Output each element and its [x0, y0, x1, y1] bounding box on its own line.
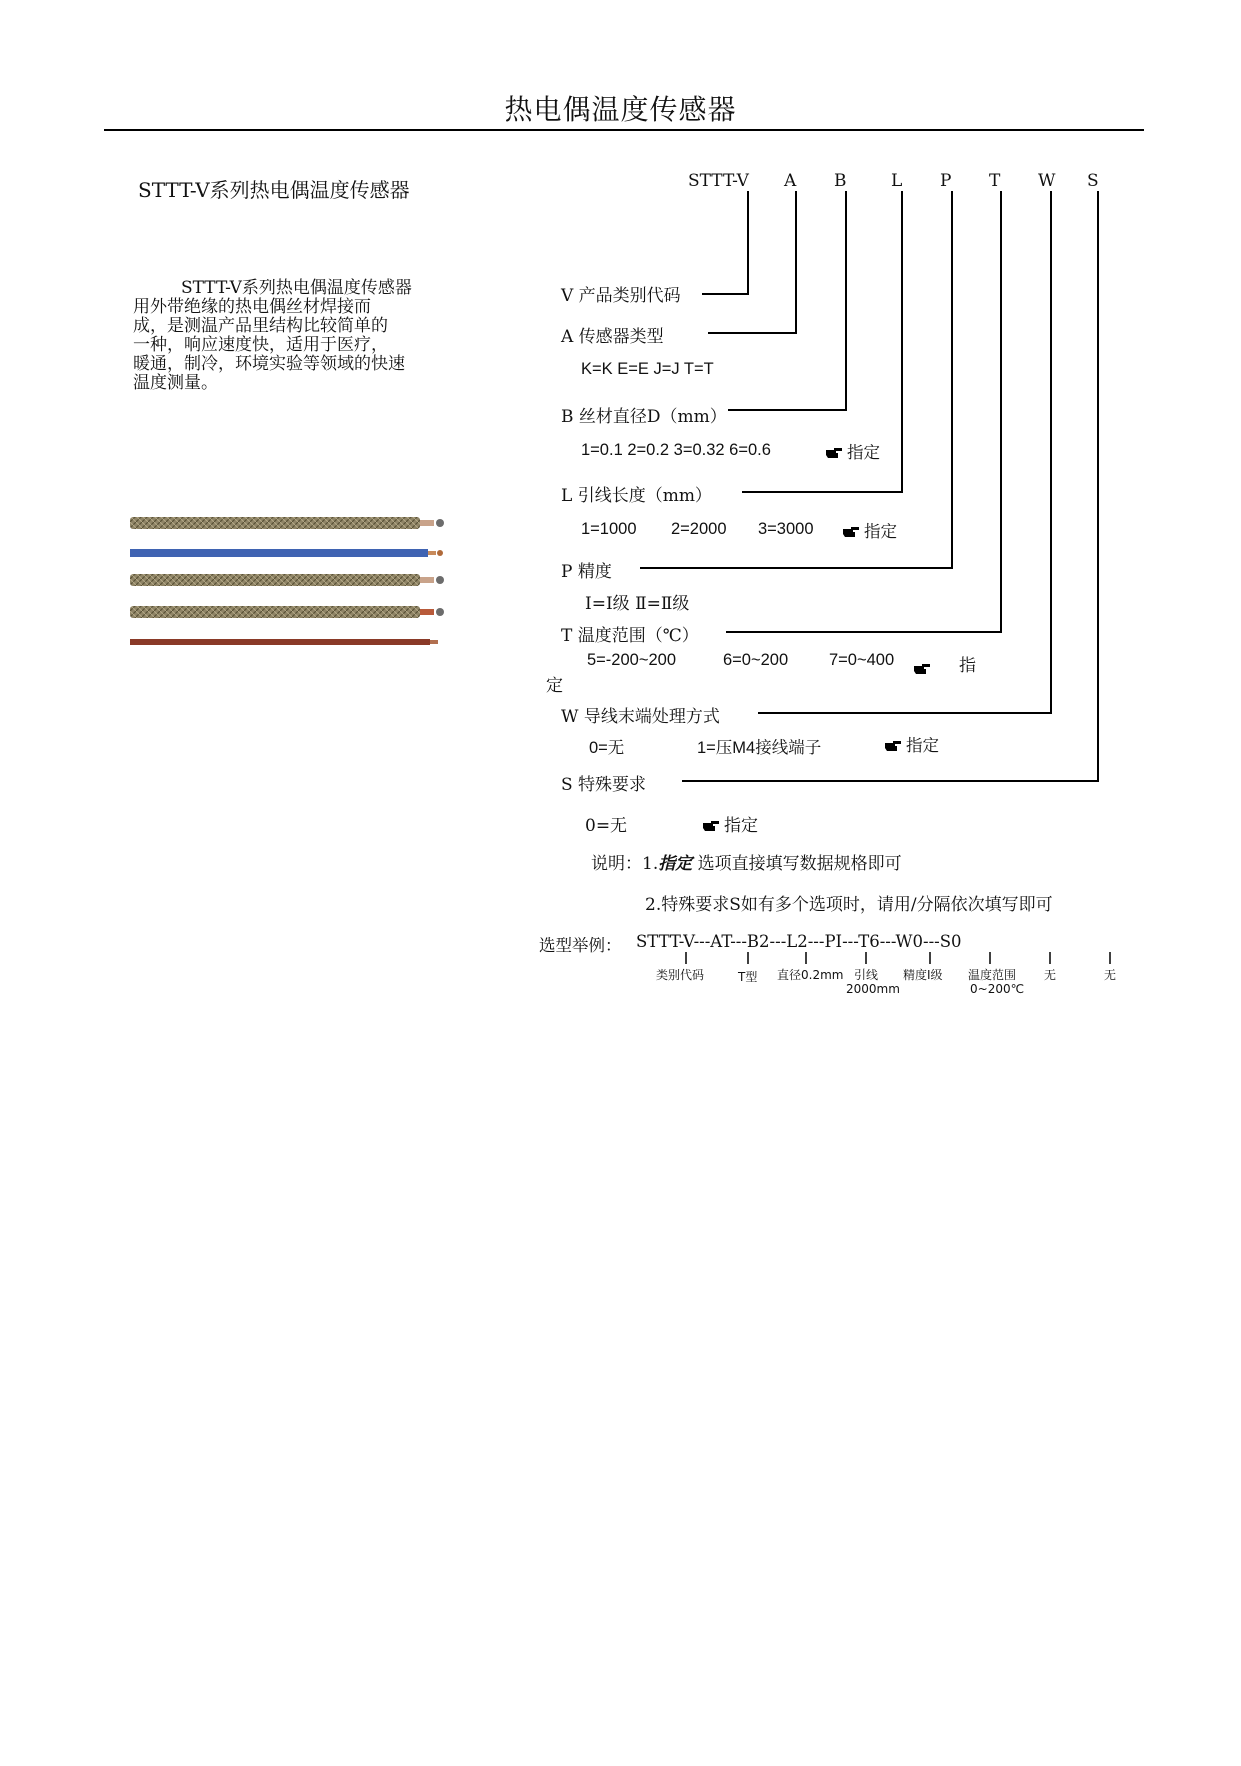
section-t-label: T 温度范围（℃） [561, 626, 699, 646]
example-annotation-w: 无 [1044, 968, 1057, 982]
section-l-option-3: 3=3000 [758, 520, 814, 538]
section-w-option-2: 1=压M4接线端子 [697, 739, 822, 757]
page-title: 热电偶温度传感器 [504, 93, 737, 126]
example-annotation-b: 直径0.2mm [777, 968, 844, 982]
section-l-label: L 引线长度（mm） [561, 486, 712, 506]
section-p-label: P 精度 [561, 562, 612, 582]
example-annotation-v: 类别代码 [656, 968, 705, 982]
section-t-option-3: 7=0~400 [829, 651, 895, 669]
section-b-label: B 丝材直径D（mm） [561, 407, 727, 427]
section-l-option-2: 2=2000 [671, 520, 727, 538]
section-t-specify-1: 指 [959, 656, 976, 676]
description-line: STTT-V系列热电偶温度传感器 [181, 278, 412, 298]
example-annotation-l-1: 引线 [854, 968, 879, 982]
example-annotation-p: 精度Ⅰ级 [903, 968, 943, 982]
section-l-option-1: 1=1000 [581, 520, 637, 538]
example-annotation-a: T型 [738, 970, 758, 984]
description-line: 用外带绝缘的热电偶丝材焊接而 [133, 297, 371, 317]
section-s-option-1: 0=无 [585, 816, 628, 836]
specify-text: 指定 [724, 816, 758, 836]
code-letter-b: B [834, 171, 847, 191]
description-line: 温度测量。 [133, 373, 218, 393]
section-a-options: K=K E=E J=J T=T [581, 360, 714, 378]
specify-text: 指定 [864, 523, 897, 541]
section-b-options: 1=0.1 2=0.2 3=0.32 6=0.6 [581, 441, 771, 459]
code-letter-l: L [891, 171, 903, 191]
section-a-label: A 传感器类型 [561, 327, 664, 347]
note-bold-word: 指定 [658, 854, 693, 874]
section-t-specify-2: 定 [546, 676, 563, 696]
example-annotation-l-2: 2000mm [846, 982, 900, 996]
section-t-option-2: 6=0~200 [723, 651, 789, 669]
description-line: 一种，响应速度快，适用于医疗， [133, 335, 388, 355]
section-v-label: V 产品类别代码 [561, 286, 681, 306]
section-w-option-1: 0=无 [589, 739, 625, 757]
section-w-label: W 导线末端处理方式 [561, 707, 720, 727]
section-t-option-1: 5=-200~200 [587, 651, 677, 669]
example-annotation-t-1: 温度范围 [968, 968, 1017, 982]
description-line: 暖通，制冷，环境实验等领域的快速 [133, 354, 405, 374]
example-label: 选型举例： [539, 936, 622, 955]
code-letter-a: A [784, 171, 797, 191]
section-p-options: Ⅰ=Ⅰ级 Ⅱ=Ⅱ级 [585, 594, 690, 614]
description-line: 成，是测温产品里结构比较简单的 [133, 316, 388, 336]
code-letter-s: S [1087, 171, 1099, 191]
example-annotation-t-2: 0~200℃ [970, 982, 1025, 996]
product-subtitle: STTT-V系列热电偶温度传感器 [138, 178, 410, 202]
code-letter-t: T [989, 171, 1001, 191]
code-prefix: STTT-V [688, 171, 749, 191]
specify-text: 指定 [906, 737, 939, 755]
note-line-1-text: 选项直接填写数据规格即可 [692, 854, 902, 874]
example-annotation-s: 无 [1104, 968, 1117, 982]
example-sequence: STTT-V---AT---B2---L2---PⅠ---T6---W0---S0 [636, 932, 962, 951]
note-line-2: 2.特殊要求S如有多个选项时，请用/分隔依次填写即可 [645, 895, 1053, 915]
code-letter-w: W [1038, 171, 1056, 191]
specify-text: 指定 [847, 444, 880, 462]
code-letter-p: P [940, 171, 952, 191]
section-s-label: S 特殊要求 [561, 775, 647, 795]
note-prefix: 说明：1. [591, 854, 659, 874]
